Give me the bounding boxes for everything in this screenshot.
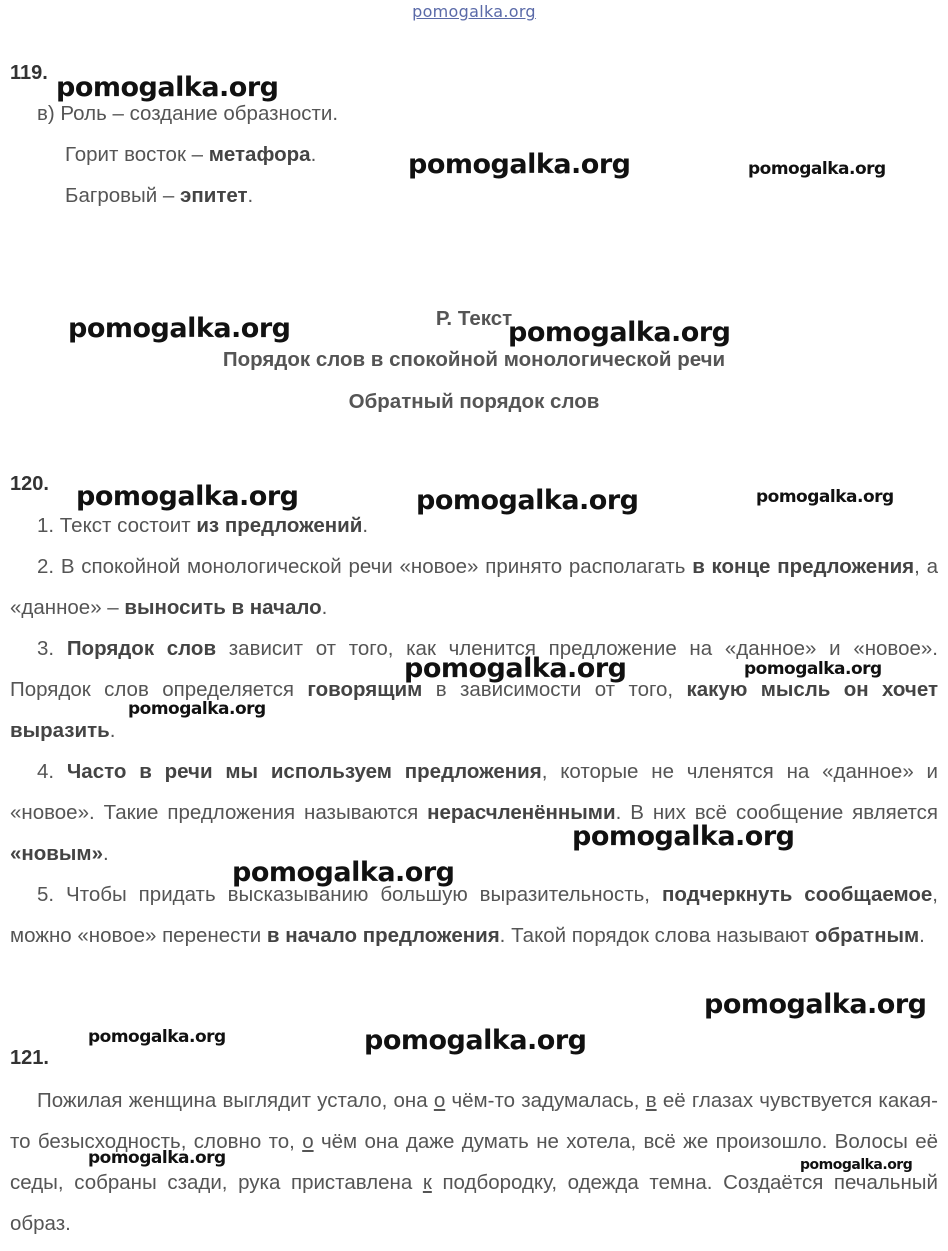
watermark: pomogalka.org [128, 699, 266, 719]
watermark: pomogalka.org [416, 485, 639, 516]
watermark: pomogalka.org [572, 821, 795, 852]
ex119-line-2: Горит восток – метафора. [65, 143, 317, 166]
exercise-number-121: 121. [10, 1047, 49, 1069]
section-title: Р. Текст [435, 307, 513, 330]
watermark: pomogalka.org [756, 487, 894, 507]
watermark: pomogalka.org [68, 313, 291, 344]
watermark: pomogalka.org [364, 1025, 587, 1056]
exercise-number-120: 120. [10, 473, 49, 495]
ex120-paragraph-3: 3. Порядок слов зависит от того, как членится предложение на «данное» и «новое». Порядок слов определяется говорящим в зависимости от того, какую мысль он хочет выразить. [10, 637, 938, 742]
ex120-paragraph-5: 5. Чтобы придать высказыванию большую выразительность, подчеркнуть сообщаемое, можно «новое» перенести в начало предложения. Такой порядок слова называют обратным. [10, 883, 938, 947]
watermark: pomogalka.org [800, 1157, 913, 1173]
section-topic: Обратный порядок слов [348, 390, 600, 413]
watermark: pomogalka.org [744, 659, 882, 679]
watermark: pomogalka.org [88, 1027, 226, 1047]
ex120-paragraph-2: 2. В спокойной монологической речи «новое» принято располагать в конце предложения, а «данное» – выносить в начало. [10, 555, 938, 619]
watermark: pomogalka.org [748, 159, 886, 179]
watermark: pomogalka.org [76, 481, 299, 512]
ex120-paragraph-1: 1. Текст состоит из предложений. [37, 514, 369, 537]
watermark: pomogalka.org [704, 989, 927, 1020]
exercise-number-119: 119. [10, 62, 48, 84]
watermark: pomogalka.org [232, 857, 455, 888]
watermark: pomogalka.org [56, 72, 279, 103]
ex120-paragraph-4: 4. Часто в речи мы используем предложения, которые не членятся на «данное» и «новое». Такие предложения называются нерасчленёнными. В них всё сообщение является «новым». [10, 760, 938, 865]
site-header-link[interactable]: pomogalka.org [412, 2, 536, 21]
watermark: pomogalka.org [88, 1148, 226, 1168]
ex119-line-3: Багровый – эпитет. [65, 184, 254, 207]
watermark: pomogalka.org [508, 317, 731, 348]
section-subtitle: Порядок слов в спокойной монологической речи [222, 348, 726, 371]
watermark: pomogalka.org [408, 149, 631, 180]
watermark: pomogalka.org [404, 653, 627, 684]
ex119-line-1: в) Роль – создание образности. [37, 102, 339, 125]
ex121-paragraph: Пожилая женщина выглядит устало, она о чём-то задумалась, в её глазах чувствуется какая-то безысходность, словно то, о чём она даже думать не хотела, всё же произошло. Волосы её седы, собраны сзади, рука приставлена к подбородку, одежда темна. Создаётся печальный образ. [10, 1089, 938, 1235]
